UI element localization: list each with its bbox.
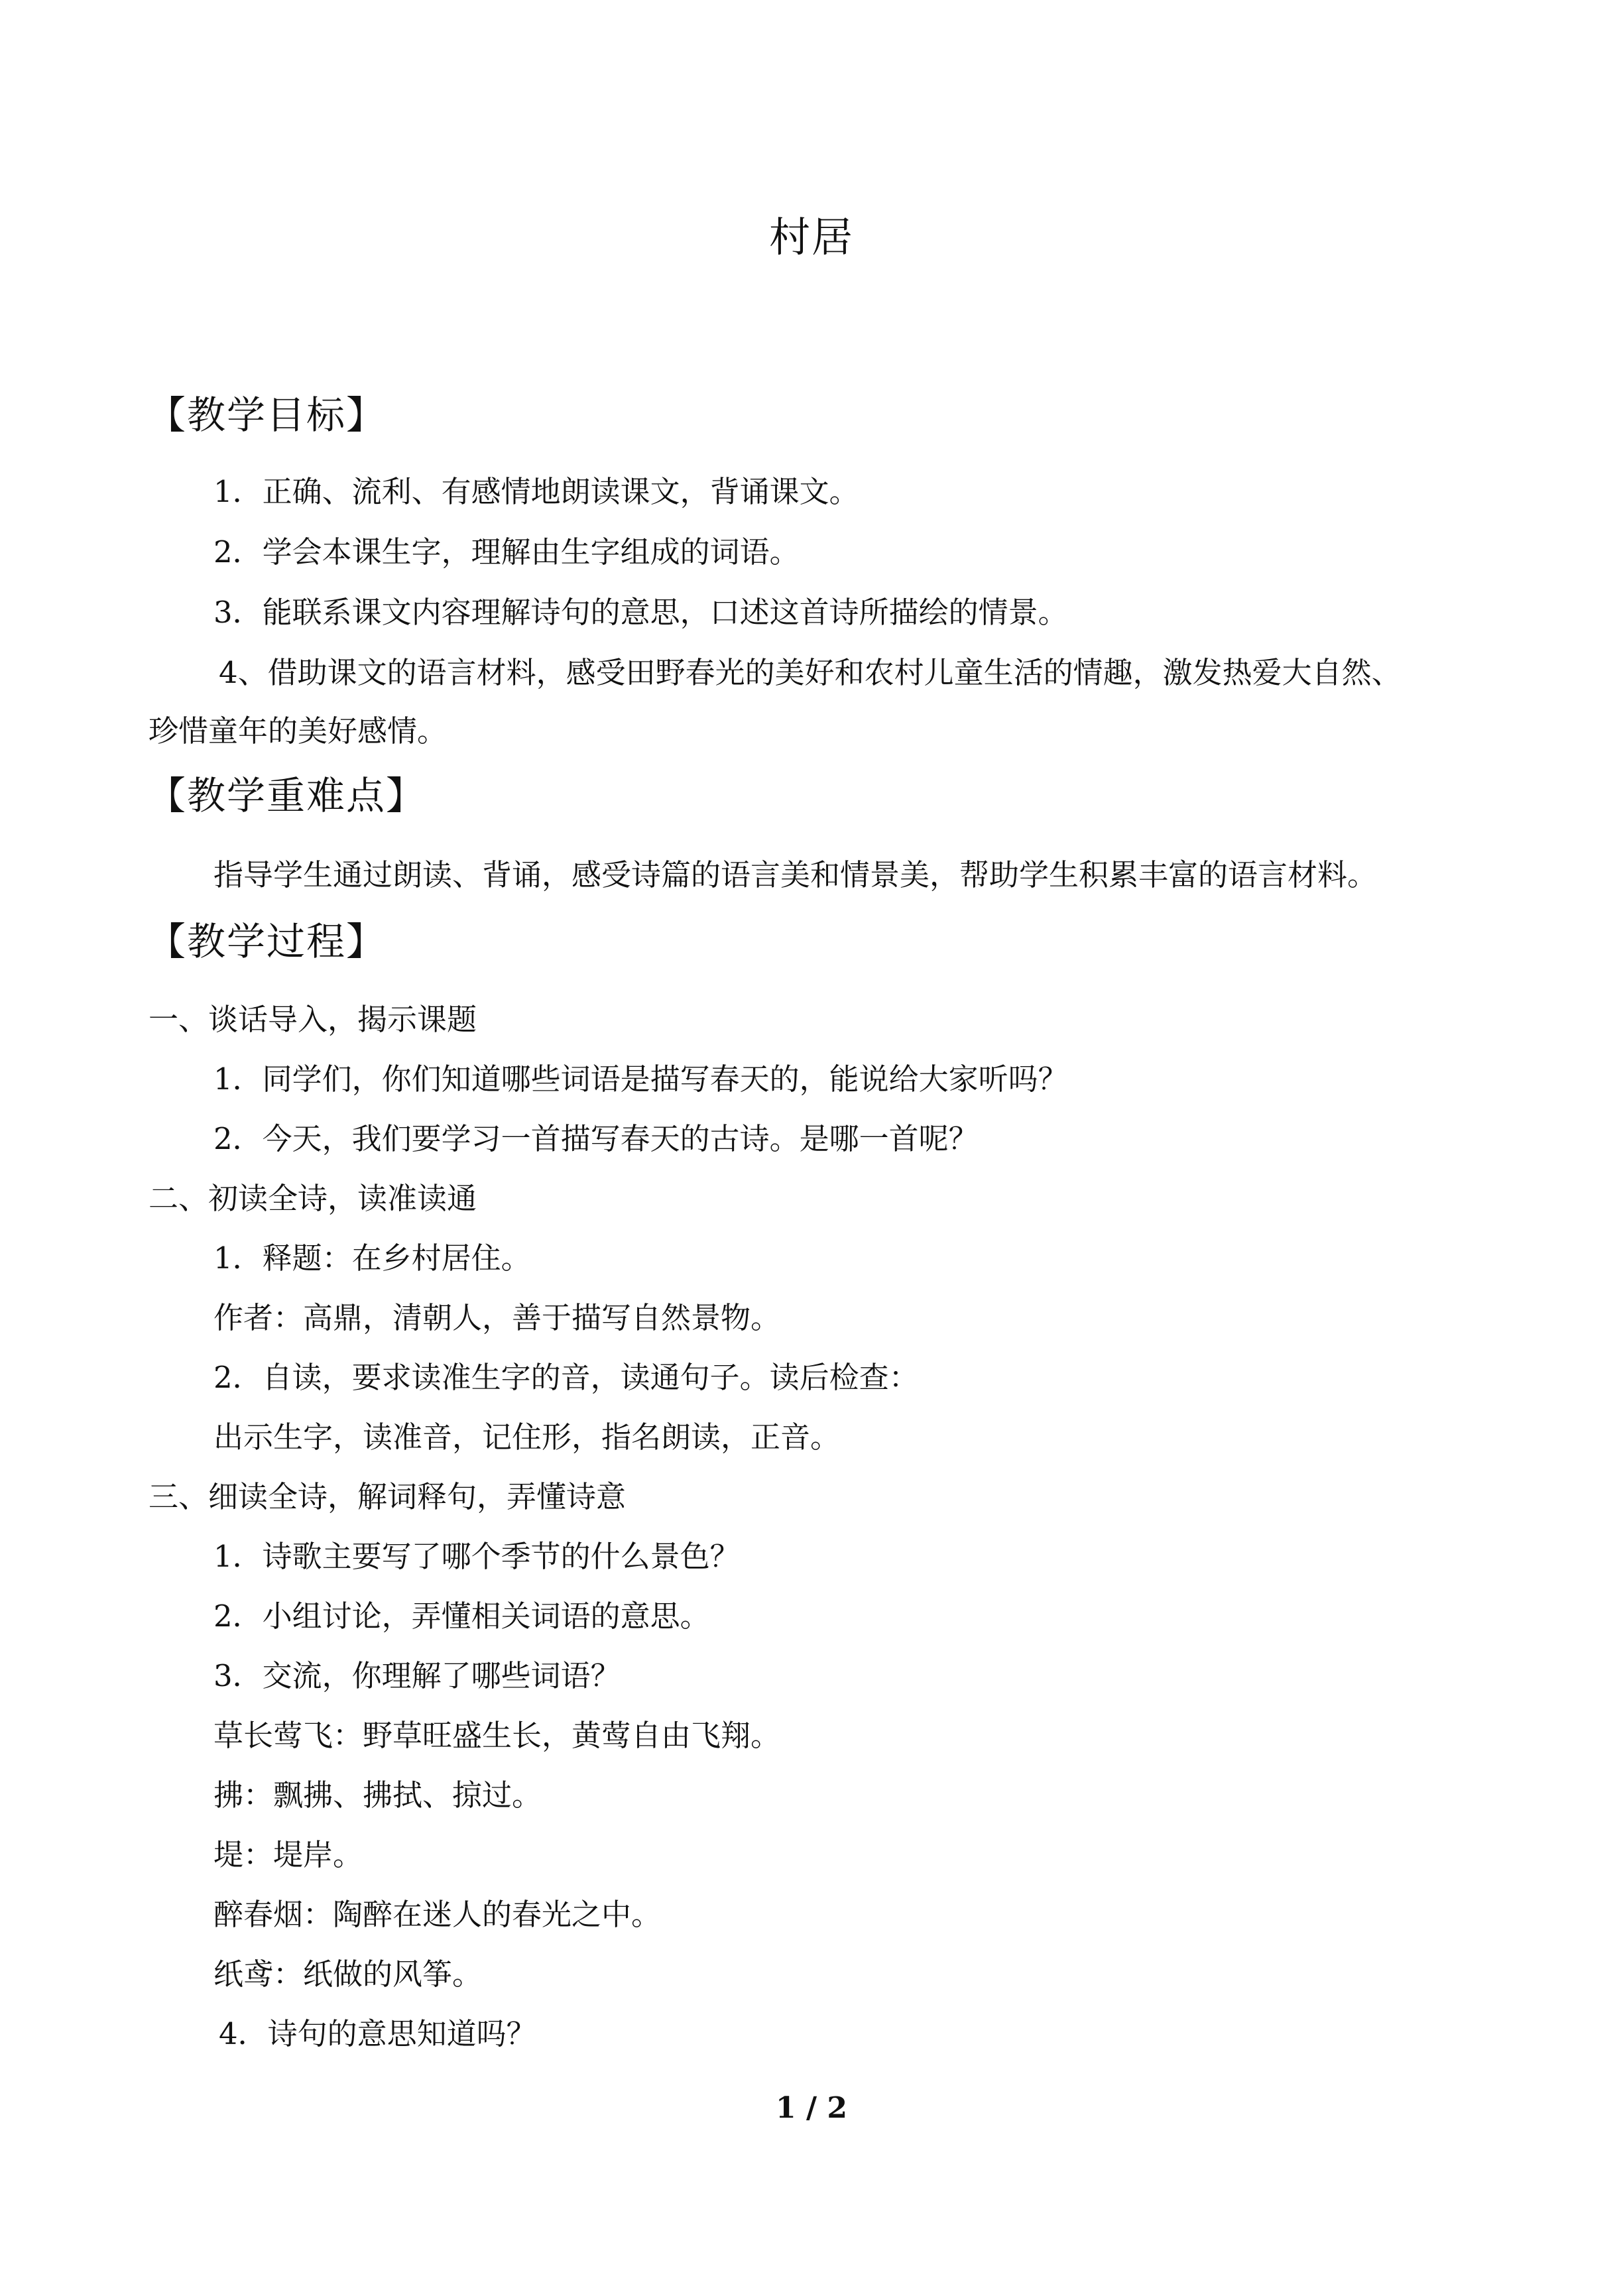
page-title: 村居	[768, 213, 854, 261]
process-part2-item-3: 2．自读，要求读准生字的音，读通句子。读后检查：	[213, 1360, 919, 1395]
process-part3-item-2: 2．小组讨论，弄懂相关词语的意思。	[213, 1599, 710, 1634]
process-part1-title: 一、谈话导入，揭示课题	[149, 1002, 477, 1037]
process-part3-item-3: 3．交流，你理解了哪些词语？	[213, 1658, 621, 1693]
objective-item-1: 1．正确、流利、有感情地朗读课文，背诵课文。	[213, 474, 859, 509]
objective-item-3: 3．能联系课文内容理解诗句的意思，口述这首诗所描绘的情景。	[213, 595, 1068, 630]
objective-item-4: 4、借助课文的语言材料，感受田野春光的美好和农村儿童生活的情趣，激发热爱大自然、	[219, 655, 1402, 690]
process-part3-item-1: 1．诗歌主要写了哪个季节的什么景色？	[213, 1539, 740, 1574]
page-number: 1 / 2	[776, 2091, 847, 2125]
process-part1-item-2: 2．今天，我们要学习一首描写春天的古诗。是哪一首呢？	[213, 1121, 979, 1156]
process-part3-item-4: 草长莺飞：野草旺盛生长，黄莺自由飞翔。	[213, 1718, 781, 1753]
process-part2-item-4: 出示生字，读准音，记住形，指名朗读，正音。	[213, 1420, 841, 1455]
process-part3-title: 三、细读全诗，解词释句，弄懂诗意	[149, 1479, 627, 1514]
process-heading: 【教学过程】	[147, 919, 387, 964]
process-part3-item-8: 纸鸢：纸做的风筝。	[213, 1957, 483, 1992]
objectives-heading: 【教学目标】	[147, 393, 387, 438]
objective-item-4-cont: 珍惜童年的美好感情。	[149, 713, 448, 749]
process-part3-item-7: 醉春烟：陶醉在迷人的春光之中。	[213, 1897, 662, 1932]
objective-item-2: 2．学会本课生字，理解由生字组成的词语。	[213, 534, 800, 570]
process-part2-item-1: 1．释题：在乡村居住。	[213, 1240, 531, 1276]
key-points-heading: 【教学重难点】	[147, 773, 426, 818]
process-part3-item-9: 4．诗句的意思知道吗？	[219, 2016, 536, 2051]
process-part3-item-5: 拂：飘拂、拂拭、掠过。	[213, 1778, 542, 1813]
process-part3-item-6: 堤：堤岸。	[213, 1837, 363, 1872]
key-points-text: 指导学生通过朗读、背诵，感受诗篇的语言美和情景美，帮助学生积累丰富的语言材料。	[213, 857, 1378, 892]
process-part1-item-1: 1．同学们，你们知道哪些词语是描写春天的，能说给大家听吗？	[213, 1061, 1068, 1097]
process-part2-item-2: 作者：高鼎，清朝人，善于描写自然景物。	[213, 1300, 781, 1335]
process-part2-title: 二、初读全诗，读准读通	[149, 1181, 477, 1216]
